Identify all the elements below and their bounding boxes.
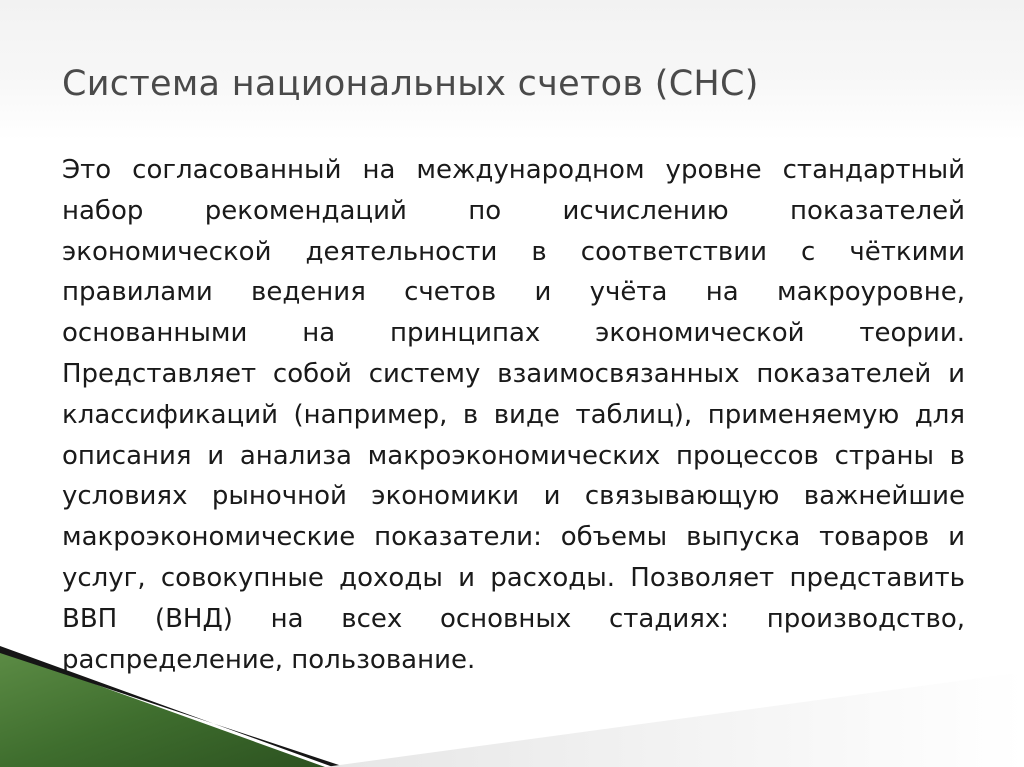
slide-body-text: Это согласованный на международном уровне стандартный набор рекомендаций по исчислению показателей экономической деятельности в соответствии с чёткими правилами ведения счетов и учёта на макроуровне, основанными на принципах экономической теории. Представляет собой систему взаимосвязанных показателей и классификаций (например, в виде таблиц), применяемую для описания и анализа макроэкономических процессов страны в условиях рыночной экономики и связывающую важнейшие макроэкономические показатели: объемы выпуска товаров и услуг, совокупные доходы и расходы. Позволяет представить ВВП (ВНД) на всех основных стадиях: производство, распределение, пользование. xyxy=(62,155,965,675)
gray-wedge xyxy=(325,672,1024,767)
slide-title: Система национальных счетов (СНС) xyxy=(62,64,759,104)
